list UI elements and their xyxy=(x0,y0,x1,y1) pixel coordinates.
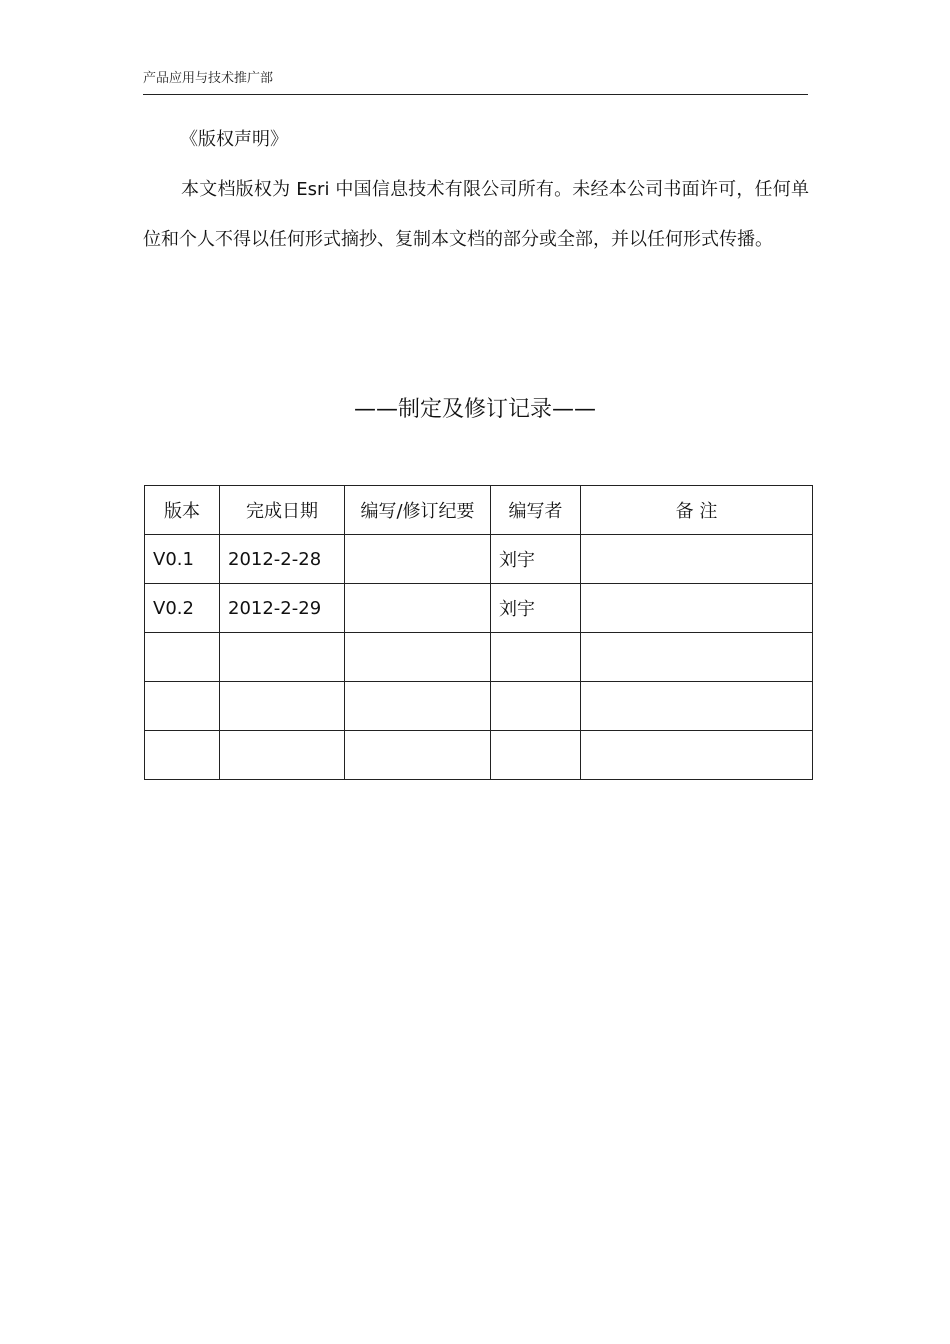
cell-version xyxy=(145,731,220,780)
cell-version xyxy=(145,633,220,682)
cell-notes xyxy=(581,633,813,682)
cell-notes xyxy=(581,731,813,780)
cell-version: V0.2 xyxy=(145,584,220,633)
cell-summary xyxy=(345,584,491,633)
cell-notes xyxy=(581,584,813,633)
cell-notes xyxy=(581,682,813,731)
column-header-summary: 编写/修订纪要 xyxy=(345,486,491,535)
cell-notes xyxy=(581,535,813,584)
column-header-date: 完成日期 xyxy=(220,486,345,535)
table-header-row xyxy=(145,486,813,535)
cell-author xyxy=(491,682,581,731)
column-header-author: 编写者 xyxy=(491,486,581,535)
cell-date: 2012-2-28 xyxy=(220,535,345,584)
table-row xyxy=(145,584,813,633)
column-header-notes: 备 注 xyxy=(581,486,813,535)
page-header xyxy=(143,70,808,95)
cell-date: 2012-2-29 xyxy=(220,584,345,633)
cell-summary xyxy=(345,633,491,682)
column-header-version: 版本 xyxy=(145,486,220,535)
table-row xyxy=(145,535,813,584)
table-row xyxy=(145,731,813,780)
cell-author: 刘宇 xyxy=(491,535,581,584)
cell-summary xyxy=(345,682,491,731)
cell-version xyxy=(145,682,220,731)
table-row xyxy=(145,633,813,682)
copyright-body: 本文档版权为 Esri 中国信息技术有限公司所有。未经本公司书面许可，任何单位和个人不得以任何形式摘抄、复制本文档的部分或全部，并以任何形式传播。 xyxy=(143,179,809,250)
cell-date xyxy=(220,682,345,731)
department-name: 产品应用与技术推广部 xyxy=(143,71,274,86)
cell-summary xyxy=(345,731,491,780)
cell-version: V0.1 xyxy=(145,535,220,584)
cell-author: 刘宇 xyxy=(491,584,581,633)
copyright-title: 《版权声明》 xyxy=(180,129,288,150)
table-row xyxy=(145,682,813,731)
cell-summary xyxy=(345,535,491,584)
revision-table xyxy=(144,485,813,780)
cell-date xyxy=(220,633,345,682)
cell-author xyxy=(491,633,581,682)
revision-record-title: ——制定及修订记录—— xyxy=(353,397,596,422)
cell-author xyxy=(491,731,581,780)
cell-date xyxy=(220,731,345,780)
